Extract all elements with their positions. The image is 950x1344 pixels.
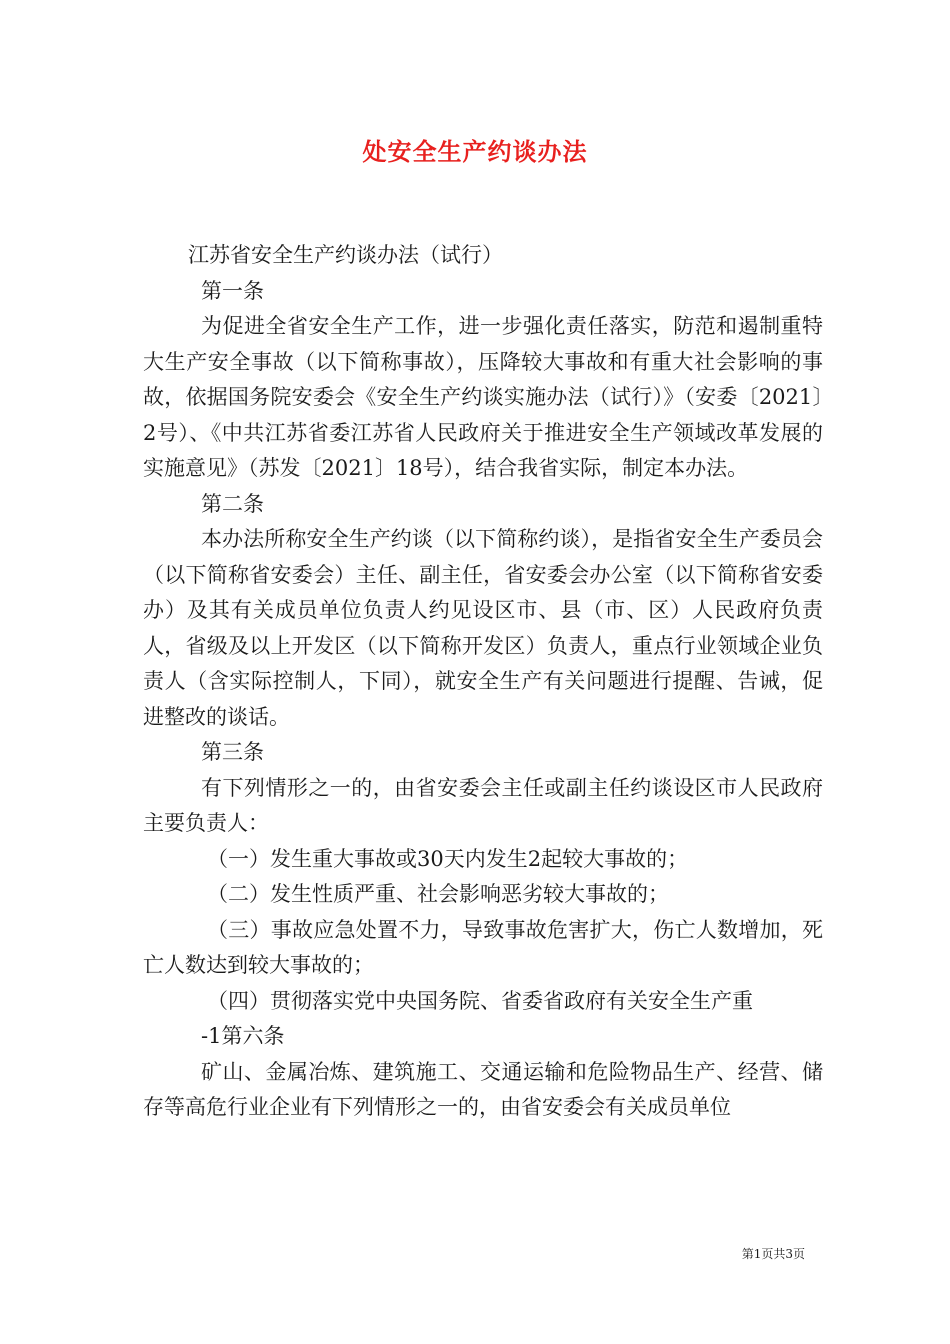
list-item: （三）事故应急处置不力，导致事故危害扩大，伤亡人数增加，死亡人数达到较大事故的； [143,917,823,977]
article-2-body: 本办法所称安全生产约谈（以下简称约谈），是指省安全生产委员会（以下简称省安委会）主任、副主任，省安委会办公室（以下简称省安委办）及其有关成员单位负责人约见设区市、县（市、区）人民政府负责人，省级及以上开发区（以下简称开发区）负责人，重点行业领域企业负责人（含实际控制人，下同），就安全生产有关问题进行提醒、告诫，促进整改的谈话。 [143,527,823,729]
list-item: （二）发生性质严重、社会影响恶劣较大事故的； [207,882,669,906]
article-3-body: 有下列情形之一的，由省安委会主任或副主任约谈设区市人民政府主要负责人： [143,775,823,835]
article-1-body: 为促进全省安全生产工作，进一步强化责任落实，防范和遏制重特大生产安全事故（以下简称事故），压降较大事故和有重大社会影响的事故，依据国务院安委会《安全生产约谈实施办法（试行）》（安委〔2021〕2号）、《中共江苏省委江苏省人民政府关于推进安全生产领域改革发展的实施意见》（苏发〔2021〕18号），结合我省实际，制定本办法。 [143,314,823,480]
article-1-heading: 第一条 [201,278,264,303]
paragraph-heading: 江苏省安全生产约谈办法（试行） [188,243,503,267]
page-number: 第1页共3页 [741,1247,805,1261]
article-6-heading: -1第六条 [201,1024,285,1048]
list-item: （四）贯彻落实党中央国务院、省委省政府有关安全生产重 [207,988,753,1013]
article-2-heading: 第二条 [201,491,264,516]
page-title: 处安全生产约谈办法 [362,137,588,166]
article-3-heading: 第三条 [201,740,264,764]
document-body [143,238,823,1126]
list-item: （一）发生重大事故或30天内发生2起较大事故的； [207,846,689,871]
article-6-body: 矿山、金属冶炼、建筑施工、交通运输和危险物品生产、经营、储存等高危行业企业有下列情形之一的，由省安委会有关成员单位 [143,1059,823,1119]
